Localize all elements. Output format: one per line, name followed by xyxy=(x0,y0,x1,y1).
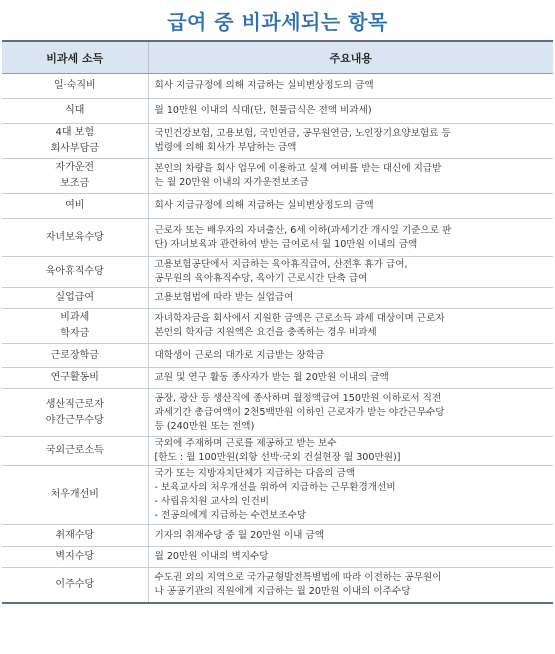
table-row xyxy=(2,568,553,603)
row-content: 근로자 또는 배우자의 자녀출산, 6세 이하(과세기간 개시일 기준으로 판 단) 자녀보육과 관련하여 받는 급여로서 월 10만원 이내의 금액 xyxy=(148,219,553,257)
table-row xyxy=(2,219,553,257)
page-title: 급여 중 비과세되는 항목 xyxy=(167,9,388,34)
table-row xyxy=(2,257,553,288)
table-row xyxy=(2,525,553,547)
row-name: 취재수당 xyxy=(2,525,148,547)
row-name: 처우개선비 xyxy=(2,466,148,525)
row-content: 수도권 외의 지역으로 국가균형발전특별법에 따라 이전하는 공무원이 나 공공기관의 직원에게 지급하는 월 20만원 이내의 이주수당 xyxy=(148,568,553,603)
table-row xyxy=(2,368,553,389)
table-row xyxy=(2,159,553,194)
row-content: 기자의 취재수당 중 월 20만원 이내 금액 xyxy=(148,525,553,547)
row-content: 국외에 주재하며 근로를 제공하고 받는 보수 [한도 : 월 100만원(외항 선박·국외 건설현장 월 300만원)] xyxy=(148,437,553,466)
row-content: 본인의 차량을 회사 업무에 이용하고 실제 여비를 받는 대신에 지급받 는 월 20만원 이내의 자가운전보조금 xyxy=(148,159,553,194)
row-content: 고용보험공단에서 지급하는 육아휴직급여, 산전후 휴가 급여, 공무원의 육아휴직수당, 육아기 근로시간 단축 급여 xyxy=(148,257,553,288)
table-row xyxy=(2,437,553,466)
row-content: 국민건강보험, 고용보험, 국민연금, 공무원연금, 노인장기요양보험료 등 법령에 의해 회사가 부담하는 금액 xyxy=(148,124,553,159)
row-name: 국외근로소득 xyxy=(2,437,148,466)
row-name: 식대 xyxy=(2,99,148,124)
row-name: 비과세 학자금 xyxy=(2,309,148,344)
row-name: 일·숙직비 xyxy=(2,74,148,99)
non-taxable-table xyxy=(2,40,553,604)
header-name: 비과세 소득 xyxy=(2,41,148,74)
table-header-row xyxy=(2,41,553,74)
row-name: 자녀보육수당 xyxy=(2,219,148,257)
row-content: 공장, 광산 등 생산직에 종사하며 월정액급여 150만원 이하로서 직전 과세기간 총급여액이 2천5백만원 이하인 근로자가 받는 야간근무수당 등 (240만원 또는 전액) xyxy=(148,389,553,437)
table-row xyxy=(2,124,553,159)
row-name: 이주수당 xyxy=(2,568,148,603)
table-row xyxy=(2,389,553,437)
row-content: 고용보험법에 따라 받는 실업급여 xyxy=(148,288,553,309)
table-row xyxy=(2,547,553,568)
row-content: 자녀학자금을 회사에서 지원한 금액은 근로소득 과세 대상이며 근로자 본인의 학자금 지원액은 요건을 충족하는 경우 비과세 xyxy=(148,309,553,344)
table-row xyxy=(2,74,553,99)
row-name: 여비 xyxy=(2,194,148,219)
row-name: 근로장학금 xyxy=(2,344,148,368)
row-name: 자가운전 보조금 xyxy=(2,159,148,194)
row-content: 대학생이 근로의 대가로 지급받는 장학금 xyxy=(148,344,553,368)
table-row xyxy=(2,194,553,219)
table-row xyxy=(2,99,553,124)
table-row xyxy=(2,309,553,344)
row-name: 연구활동비 xyxy=(2,368,148,389)
row-name: 벽지수당 xyxy=(2,547,148,568)
row-content: 교원 및 연구 활동 종사자가 받는 월 20만원 이내의 금액 xyxy=(148,368,553,389)
row-content: 월 10만원 이내의 식대(단, 현물급식은 전액 비과세) xyxy=(148,99,553,124)
row-content: 회사 지급규정에 의해 지급하는 실비변상정도의 금액 xyxy=(148,74,553,99)
row-name: 육아휴직수당 xyxy=(2,257,148,288)
table-row xyxy=(2,344,553,368)
row-name: 4대 보험 회사부담금 xyxy=(2,124,148,159)
row-name: 생산직근로자 야간근무수당 xyxy=(2,389,148,437)
header-content: 주요내용 xyxy=(148,41,553,74)
row-name: 실업급여 xyxy=(2,288,148,309)
row-content: 회사 지급규정에 의해 지급하는 실비변상정도의 금액 xyxy=(148,194,553,219)
row-content: 월 20만원 이내의 벽지수당 xyxy=(148,547,553,568)
table-row xyxy=(2,288,553,309)
table-body xyxy=(2,74,553,603)
row-content: 국가 또는 지방자치단체가 지급하는 다음의 금액 - 보육교사의 처우개선을 위하여 지급하는 근무환경개선비 - 사립유치원 교사의 인건비 - 전공의에게 지급하는 수련보조수당 xyxy=(148,466,553,525)
table-row xyxy=(2,466,553,525)
